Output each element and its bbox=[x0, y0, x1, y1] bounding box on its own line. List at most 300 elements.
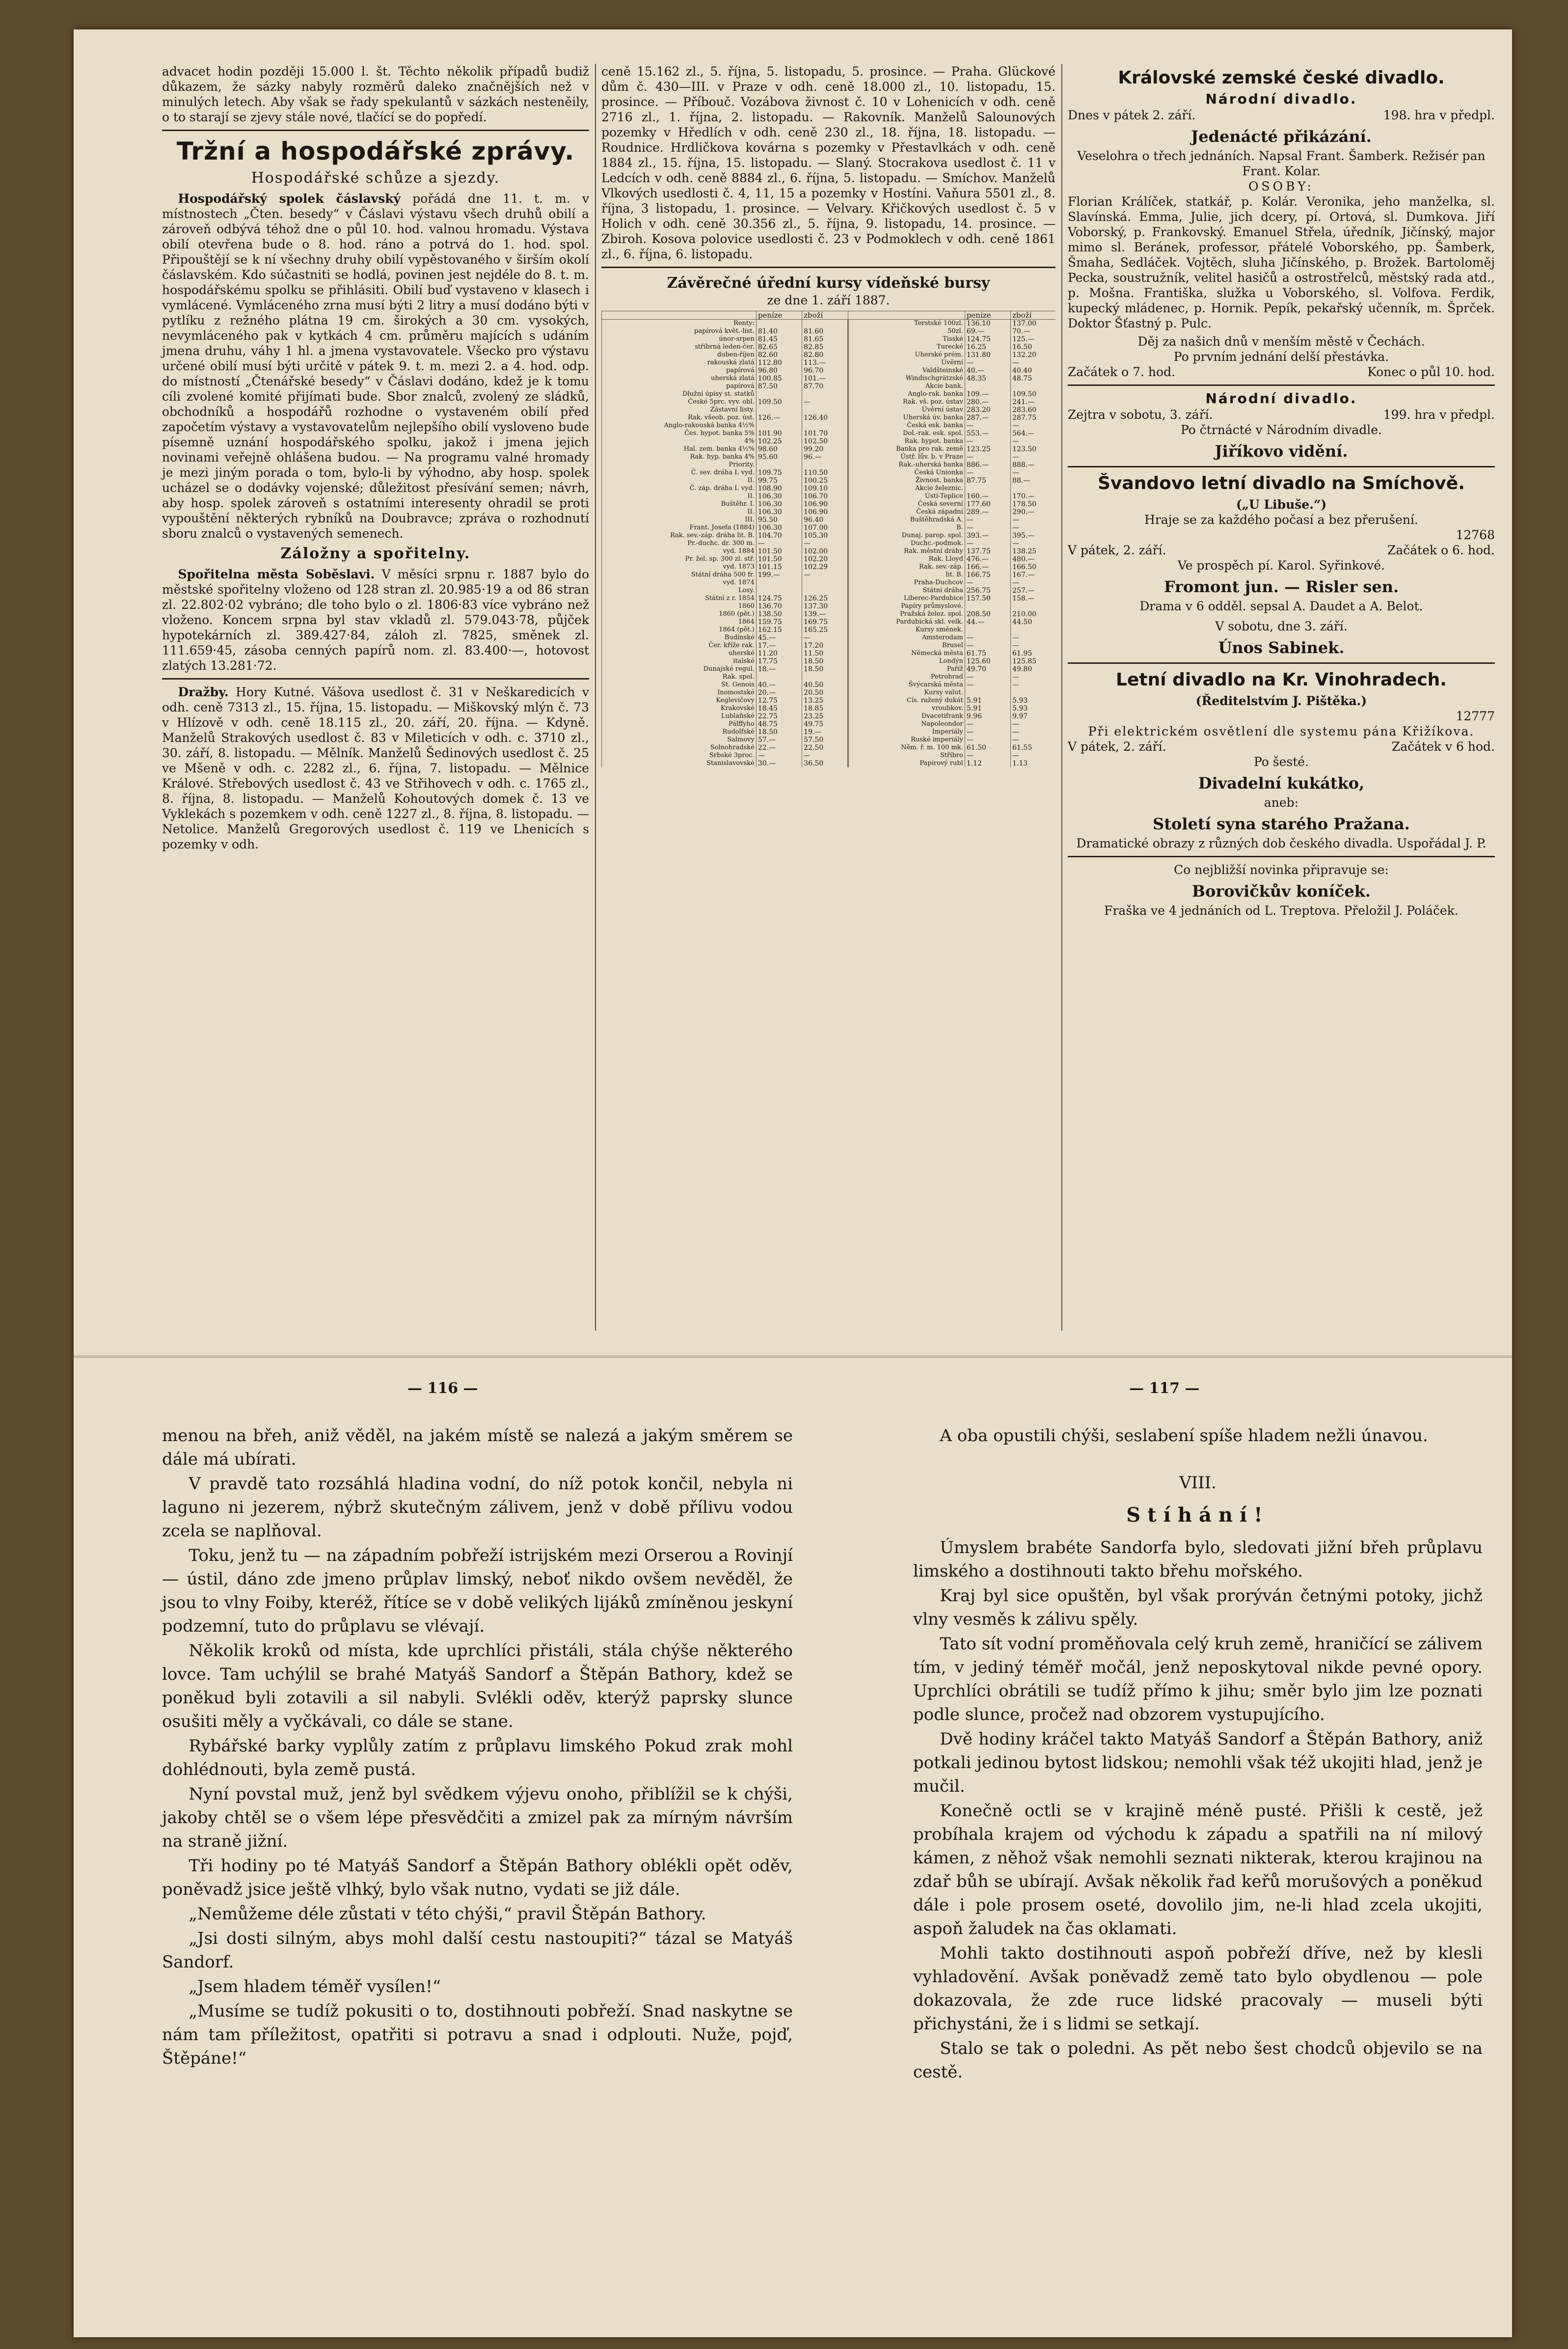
column-divider bbox=[595, 64, 596, 1331]
bourse-cell: 107.00 bbox=[802, 524, 848, 532]
bourse-cell: 57.50 bbox=[802, 736, 848, 744]
bourse-cell: 123.25 bbox=[965, 445, 1010, 453]
bourse-row bbox=[602, 524, 1056, 532]
bourse-cell: 208.50 bbox=[965, 610, 1010, 618]
bourse-cell bbox=[756, 390, 802, 398]
svandovo-note: Hraje se za každého počasí a bez přerušení. bbox=[1144, 513, 1418, 527]
bourse-cell: 106.30 bbox=[756, 508, 802, 516]
bourse-cell: — bbox=[965, 681, 1010, 689]
show2-date: Zejtra v sobotu, 3. září. bbox=[1068, 408, 1213, 422]
bourse-cell: Papíry průmyslové. bbox=[848, 602, 965, 610]
bourse-cell: 20.50 bbox=[802, 689, 848, 697]
bourse-cell: 256.75 bbox=[965, 587, 1010, 595]
bourse-cell: 106.90 bbox=[802, 500, 848, 508]
bourse-cell: 1864 bbox=[602, 618, 757, 626]
bourse-header-cell: peníze bbox=[756, 311, 802, 320]
chapter-number: VIII. bbox=[1179, 1473, 1217, 1493]
bourse-row bbox=[602, 359, 1056, 367]
bourse-cell: 69.— bbox=[965, 328, 1010, 335]
bourse-cell: Německá města bbox=[848, 650, 965, 657]
bourse-cell: 126.40 bbox=[802, 414, 848, 422]
bourse-cell: Keglevičovy bbox=[602, 697, 757, 705]
bourse-cell bbox=[965, 689, 1010, 697]
svandovo-header bbox=[1068, 543, 1495, 558]
bourse-cell: Dunajské regul. bbox=[602, 665, 757, 673]
bourse-cell: 564.— bbox=[1011, 430, 1055, 437]
bourse-cell: 287.75 bbox=[1011, 414, 1055, 422]
story-paragraph: Mohli takto dostihnouti aspoň pobřeží dříve, než by klesli vyhladovění. Avšak poněvadž země tato bylo obydlenou — pole dokazovala, že zde ruce lidské pracovaly — museli býti přichystáni, že i s lidmi se setkají. bbox=[913, 1943, 1483, 2034]
bourse-cell: Rak. sev.-záp. dráha lit. B. bbox=[602, 532, 757, 540]
vinohrady-light: Při elektrickém osvětlení dle systemu pána Křižíkova. bbox=[1088, 724, 1475, 738]
bourse-cell: Ústř. lův. b. v Praze bbox=[848, 453, 965, 461]
spolek-lead: Hospodářský spolek čáslavský bbox=[178, 191, 401, 206]
bourse-cell: 16.25 bbox=[965, 343, 1010, 351]
bourse-cell: Losy. bbox=[602, 587, 757, 595]
bourse-cell: — bbox=[1011, 752, 1055, 760]
show2-header bbox=[1068, 407, 1495, 422]
story-paragraph: Konečně octli se v krajině méně pusté. Přišli k cestě, jež probíhala krajem od východu k západu a spatřili na ní milový kámen, z něhož však nemohli seznati nikterak, kterou krajinou na zdař bůh se ubírají. Avšak několik řad keřů morušových a poněkud dále i pole prosem oseté, dovolilo jim, ne-li hlad zcela ukojiti, aspoň žaludek na čas oklamati. bbox=[913, 1801, 1483, 1939]
bourse-cell: 162.15 bbox=[756, 626, 802, 634]
bourse-cell: 49.80 bbox=[1011, 665, 1055, 673]
show1-begin: Začátek o 7. hod. bbox=[1068, 365, 1176, 379]
bourse-row bbox=[602, 461, 1056, 469]
bourse-cell: 50zl. bbox=[848, 328, 965, 335]
bourse-cell: 101.— bbox=[802, 375, 848, 382]
bourse-cell: — bbox=[802, 398, 848, 406]
bourse-row bbox=[602, 532, 1056, 540]
bourse-cell: 82.85 bbox=[802, 343, 848, 351]
bourse-cell: — bbox=[965, 422, 1010, 430]
bourse-cell: Anglo-rakouská banka 4½% bbox=[602, 422, 757, 430]
bourse-row bbox=[602, 642, 1056, 650]
bourse-cell: — bbox=[1011, 736, 1055, 744]
bourse-cell bbox=[1011, 485, 1055, 492]
bourse-cell: — bbox=[965, 728, 1010, 736]
bourse-row bbox=[602, 712, 1056, 720]
chapter-title: Stíhání! bbox=[1126, 1503, 1270, 1527]
story-paragraph: menou na břeh, aniž věděl, na jakém místě se nalezá a jakým směrem se dále má ubírati. bbox=[162, 1426, 793, 1469]
story-paragraph: „Musíme se tudíž pokusiti o to, dostihnouti pobřeží. Snad naskytne se nám tam příležitost, opatřiti si potravu a snad i odplouti. Nuže, pojď, Štěpáne!“ bbox=[162, 2001, 793, 2068]
bourse-cell: Čer. kříže rak. bbox=[602, 642, 757, 650]
bourse-cell: 9.96 bbox=[965, 712, 1010, 720]
bourse-cell: Rak. všeob. poz. úst. bbox=[602, 414, 757, 422]
newspaper-page bbox=[74, 29, 1512, 2337]
bourse-cell: italské bbox=[602, 657, 757, 665]
story-right-page bbox=[913, 1424, 1483, 2085]
bourse-cell: 177.60 bbox=[965, 500, 1010, 508]
column-left bbox=[162, 64, 589, 855]
bourse-cell: 1860 (pět.) bbox=[602, 610, 757, 618]
spolek-paragraph bbox=[162, 191, 589, 541]
novinka-desc: Fraška ve 4 jednáních od L. Treptova. Přeložil J. Poláček. bbox=[1104, 903, 1459, 918]
bourse-cell bbox=[802, 422, 848, 430]
bourse-cell: 132.20 bbox=[1011, 351, 1055, 359]
bourse-cell: 138.25 bbox=[1011, 547, 1055, 555]
bourse-cell: 126.— bbox=[756, 414, 802, 422]
bourse-cell: 81.45 bbox=[756, 335, 802, 343]
story-paragraph: „Jsem hladem téměř vysílen!“ bbox=[189, 1977, 441, 1996]
bourse-cell: 476.— bbox=[965, 555, 1010, 563]
bourse-cell: — bbox=[1011, 359, 1055, 367]
bourse-cell: Státní dráha 500 fr. bbox=[602, 571, 757, 579]
bourse-cell: Stříbro bbox=[848, 752, 965, 760]
bourse-cell: Rak. sev.-záp. bbox=[848, 563, 965, 571]
bourse-cell: 160.— bbox=[965, 492, 1010, 500]
bourse-cell: 5.91 bbox=[965, 697, 1010, 705]
bourse-cell: 40.— bbox=[756, 681, 802, 689]
show1-place: Děj za našich dnů v menším městě v Čechách. bbox=[1137, 334, 1425, 349]
bourse-row bbox=[602, 492, 1056, 500]
bourse-row bbox=[602, 540, 1056, 547]
bourse-cell: vyd. 1873 bbox=[602, 563, 757, 571]
bourse-row bbox=[602, 351, 1056, 359]
bourse-cell: — bbox=[965, 579, 1010, 587]
bourse-cell: Dlužní úpisy st. statků bbox=[602, 390, 757, 398]
bourse-cell: 257.— bbox=[1011, 587, 1055, 595]
bourse-cell: 393.— bbox=[965, 532, 1010, 540]
bourse-row bbox=[602, 650, 1056, 657]
intro-paragraph: advacet hodin později 15.000 l. št. Těchto několik případů budiž důkazem, že sázky nabyly rozměrů daleko značnějších než v minulých letech. Aby však se řady spekulantů v sázkách nesteněily, o to starají se zjevy stále nové, tlačící se do popředí. bbox=[162, 64, 589, 124]
bourse-cell: 125.60 bbox=[965, 657, 1010, 665]
bourse-cell: 22.— bbox=[756, 744, 802, 752]
column-right bbox=[1068, 64, 1495, 918]
bourse-cell: 158.— bbox=[1011, 595, 1055, 602]
bourse-cell: Uherská úv. banka bbox=[848, 414, 965, 422]
bourse-cell: papírová bbox=[602, 367, 757, 375]
bourse-cell: 104.70 bbox=[756, 532, 802, 540]
bourse-cell: Priority. bbox=[602, 461, 757, 469]
bourse-row bbox=[602, 673, 1056, 681]
drazby-continued: ceně 15.162 zl., 5. října, 5. listopadu, 5. prosince. — Praha. Glückové dům č. 430—III. v Praze v odh. ceně 18.000 zl., 10. listopadu, 15. prosince. — Příbouč. Vozábova živnost č. 10 v Lohenicích v odh. ceně 2716 zl., 1. října, 2. listopadu. — Rakovník. Manželů Salounových pozemky v Hředlích v odh. ceně 230 zl., 18. října, 18. listopadu. — Roudnice. Hrdličkova kovárna s pozemky v Přestavlkách v odh. ceně 1884 zl., 15. října, 15. listopadu. — Slaný. Stocrakova usedlost č. 11 v Ledcích v odh. ceně 8884 zl., 6. října, 5. listopadu. — Smíchov. Manželů Vlkových usedlosti č. 4, 11, 15 a pozemky v Hostíni. Vaňura 5501 zl., 8. října, 3 listopadu, 1. prosince. — Velvary. Křičkových usedlost č. 5 v Holich v odh. ceně 30.356 zl., 5. října, 9. listopadu, 14. prosince. — Zbiroh. Kosova polovice usedlosti č. 23 v Podmoklech v odh. ceně 1861 zl., 6. října, 6. listopadu. bbox=[601, 64, 1055, 261]
section-rule bbox=[1068, 384, 1495, 386]
sporitelna-text: V měsíci srpnu r. 1887 bylo do městské spořitelny vloženo od 128 stran zl. 20.985·19 a od 86 stran zl. 22.802·02 vybráno; dle toho bylo o zl. 1806·83 více vybráno než vloženo. Koncem srpna byl stav vkladů zl. 579.043·78, půjček hypotekárních zl. 389.427·84, záloh zl. 7825, směnek zl. 111.659·45, zásoba cenných papírů nom. zl. 83.400·—, hotovost zlatých 13.281·72. bbox=[162, 567, 590, 673]
vinohrady-play2: Století syna starého Pražana. bbox=[1153, 815, 1410, 833]
bourse-row bbox=[602, 320, 1056, 328]
bourse-cell: 112.80 bbox=[756, 359, 802, 367]
bourse-cell: Amsterodam bbox=[848, 634, 965, 642]
bourse-cell: papírová květ.-list. bbox=[602, 328, 757, 335]
sporitelna-paragraph bbox=[162, 567, 589, 673]
bourse-cell: 57.— bbox=[756, 736, 802, 744]
bourse-cell: 170.— bbox=[1011, 492, 1055, 500]
vinohrady-title: Letní divadlo na Kr. Vinohradech. bbox=[1116, 670, 1447, 690]
bourse-cell: Valdšteinské bbox=[848, 367, 965, 375]
page-number-right: — 117 — bbox=[1129, 1380, 1200, 1397]
bourse-cell: — bbox=[1011, 437, 1055, 445]
story-paragraph: „Nemůžeme déle zůstati v této chýši,“ pravil Štěpán Bathory. bbox=[189, 1904, 706, 1924]
drazby-text: Hory Kutné. Vášova usedlost č. 31 v Neškaredicích v odh. ceně 7313 zl., 15. října, 15. listopadu. — Miškovský mlýn č. 73 v Hlízově v odh. ceně 18.115 zl., 20. září, 20. října. — Kdyně. Manželů Strakových usedlost č. 83 v Mileticích v odh. c. 3710 zl., 30. září, 8. listopadu. — Mělník. Manželů Šedinových usedlost č. 25 ve Mšeně v odh. c. 2282 zl., 6. října, 7. listopadu. — Mělnice Králové. Střebových usedlost č. 43 ve Střihovech v odh. c. 1765 zl., 8. října, 8. listopadu. — Manželů Kohoutových domek č. 13 ve Vyklekách s pozemkem v odh. ceně 1227 zl., 8. října, 8. listopadu. — Netolice. Manželů Gregorových usedlost č. 119 ve Lhenicích s pozemky v odh. bbox=[162, 685, 589, 851]
bourse-cell: 287.— bbox=[965, 414, 1010, 422]
bourse-header-cell bbox=[848, 311, 965, 320]
bourse-cell: 96.40 bbox=[802, 516, 848, 524]
narodni-heading: Národní divadlo. bbox=[1205, 91, 1357, 107]
bourse-row bbox=[602, 618, 1056, 626]
bourse-cell: — bbox=[1011, 540, 1055, 547]
show1-header bbox=[1068, 108, 1495, 123]
svandovo-sub: („U Libuše.“) bbox=[1236, 497, 1327, 512]
bourse-cell: 45.— bbox=[756, 634, 802, 642]
bourse-cell: 70.— bbox=[1011, 328, 1055, 335]
story-left-page bbox=[162, 1424, 793, 2071]
bourse-cell: — bbox=[802, 752, 848, 760]
bourse-cell: Pr. žel. sp. 300 zl. stř. bbox=[602, 555, 757, 563]
bourse-cell: Stanislavovské bbox=[602, 760, 757, 767]
bourse-cell: 22.50 bbox=[802, 744, 848, 752]
bourse-cell: Budínské bbox=[602, 634, 757, 642]
bourse-cell: lit. B. bbox=[848, 571, 965, 579]
bourse-row bbox=[602, 571, 1056, 579]
bourse-cell bbox=[756, 406, 802, 414]
bourse-cell: Švýcarská města bbox=[848, 681, 965, 689]
svandovo-date: V pátek, 2. září. bbox=[1068, 543, 1166, 557]
story-paragraph: „Jsi dosti silným, abys mohl další cestu nastoupiti?“ tázal se Matyáš Sandorf. bbox=[162, 1929, 793, 1972]
bourse-cell: 553.— bbox=[965, 430, 1010, 437]
bourse-row bbox=[602, 736, 1056, 744]
bourse-cell: 109.10 bbox=[802, 485, 848, 492]
bourse-cell: — bbox=[756, 752, 802, 760]
bourse-cell: Č. záp. dráha I. vyd. bbox=[602, 485, 757, 492]
bourse-row bbox=[602, 720, 1056, 728]
bourse-cell: 82.80 bbox=[802, 351, 848, 359]
show2-number: 199. hra v předpl. bbox=[1383, 408, 1495, 422]
bourse-cell: Akcie železnic. bbox=[848, 485, 965, 492]
bourse-cell: 16.50 bbox=[1011, 343, 1055, 351]
bourse-cell bbox=[1011, 382, 1055, 390]
bourse-cell: vroubkov. bbox=[848, 705, 965, 712]
bourse-cell: — bbox=[1011, 642, 1055, 650]
bourse-cell: Paříž bbox=[848, 665, 965, 673]
bourse-cell: 48.75 bbox=[756, 720, 802, 728]
bourse-cell: 109.50 bbox=[1011, 390, 1055, 398]
sporitelna-lead: Spořitelna města Soběslavi. bbox=[178, 567, 375, 581]
bourse-cell: — bbox=[1011, 516, 1055, 524]
bourse-cell: 61.55 bbox=[1011, 744, 1055, 752]
bourse-cell bbox=[756, 579, 802, 587]
bourse-row bbox=[602, 555, 1056, 563]
bourse-cell: 17.— bbox=[756, 642, 802, 650]
bourse-cell: uherské bbox=[602, 650, 757, 657]
bourse-cell: 1.13 bbox=[1011, 760, 1055, 767]
section-rule bbox=[162, 130, 589, 131]
vinohrady-date: V pátek, 2. září. bbox=[1068, 739, 1166, 754]
bourse-cell: 480.— bbox=[1011, 555, 1055, 563]
story-paragraph: Tato sít vodní proměňovala celý kruh země, hraničící se zálivem tím, v jediný téměř močál, jenž neposkytoval nikde pevné opory. Uprchlíci obrátili se tudíž přímo k jihu; směr bylo jim lze poznati podle slunce, pročež nad obzorem vystupujícího. bbox=[913, 1634, 1483, 1724]
bourse-cell: 20.— bbox=[756, 689, 802, 697]
bourse-cell: 109.— bbox=[965, 390, 1010, 398]
bourse-cell bbox=[756, 320, 802, 328]
bourse-cell bbox=[802, 406, 848, 414]
bourse-cell: — bbox=[1011, 453, 1055, 461]
bourse-cell: 165.25 bbox=[802, 626, 848, 634]
story-paragraph: Nyní povstal muž, jenž byl svědkem výjevu onoho, přiblížil se k chýši, jakoby chtěl se o všem lépe přesvědčiti a zmizel pak za mírným návrším na straně jižní. bbox=[162, 1784, 793, 1851]
bourse-cell: 40.— bbox=[965, 367, 1010, 375]
story-paragraph: Několik kroků od místa, kde uprchlíci přistáli, stála chýše některého lovce. Tam uchýlil se brahé Matyáš Sandorf a Štěpán Bathory, kdež se poněkud byli zotavili a sil nabyli. Svlékli oděv, kterýž paprsky slunce osušiti měly a vyčkávali, co dále se stane. bbox=[162, 1641, 793, 1731]
show1-times bbox=[1068, 364, 1495, 380]
bourse-cell: II. bbox=[602, 508, 757, 516]
bourse-row bbox=[602, 610, 1056, 618]
page-fold bbox=[74, 1355, 1512, 1358]
bourse-row bbox=[602, 477, 1056, 485]
svandovo-title: Švandovo letní divadlo na Smíchově. bbox=[1098, 473, 1465, 493]
bourse-cell: Salmovy bbox=[602, 736, 757, 744]
bourse-cell: únor-srpen bbox=[602, 335, 757, 343]
bourse-cell: 17.75 bbox=[756, 657, 802, 665]
bourse-cell: Zástavní listy. bbox=[602, 406, 757, 414]
vinohrady-play: Divadelní kukátko, bbox=[1198, 774, 1365, 792]
story-paragraph: Úmyslem brabéte Sandorfa bylo, sledovati jižní břeh průplavu limského a dostihnouti takto břehu mořského. bbox=[913, 1538, 1483, 1581]
bourse-cell: 101.70 bbox=[802, 430, 848, 437]
bourse-cell: Něm. ř. m. 100 mk. bbox=[848, 744, 965, 752]
bourse-cell: 12.75 bbox=[756, 697, 802, 705]
bourse-row bbox=[602, 626, 1056, 634]
bourse-row bbox=[602, 335, 1056, 343]
bourse-cell: — bbox=[965, 469, 1010, 477]
bourse-cell: St. Genois bbox=[602, 681, 757, 689]
bourse-cell: Státní dráha bbox=[848, 587, 965, 595]
bourse-cell: 123.50 bbox=[1011, 445, 1055, 453]
bourse-cell bbox=[802, 461, 848, 469]
svandovo-begin: Začátek o 6. hod. bbox=[1387, 543, 1495, 557]
bourse-cell: České 5prc. vyv. obl. bbox=[602, 398, 757, 406]
svandovo-date2: V sobotu, dne 3. září. bbox=[1215, 619, 1348, 633]
bourse-cell: — bbox=[756, 540, 802, 547]
bourse-cell: II. bbox=[602, 477, 757, 485]
bourse-cell: 18.50 bbox=[756, 728, 802, 736]
bourse-cell: 100.25 bbox=[802, 477, 848, 485]
bourse-cell: — bbox=[965, 673, 1010, 681]
bourse-row bbox=[602, 705, 1056, 712]
bourse-cell: 5.93 bbox=[1011, 697, 1055, 705]
bourse-cell: 17.20 bbox=[802, 642, 848, 650]
bourse-cell: 290.— bbox=[1011, 508, 1055, 516]
bourse-cell: 1.12 bbox=[965, 760, 1010, 767]
show1-desc: Veselohra o třech jednáních. Napsal Frant. Šamberk. Režisér pan Frant. Kolar. bbox=[1077, 149, 1486, 178]
show2-desc: Po čtrnácté v Národním divadle. bbox=[1181, 423, 1382, 437]
bourse-cell: Napoleondor bbox=[848, 720, 965, 728]
story-paragraph: Rybářské barky vyplůly zatím z průplavu limského Pokud zrak mohl dohlédnouti, byla země pustá. bbox=[162, 1736, 793, 1779]
bourse-cell: — bbox=[802, 540, 848, 547]
show2-title: Jiříkovo vidění. bbox=[1215, 442, 1348, 461]
bourse-cell: 36.50 bbox=[802, 760, 848, 767]
bourse-cell bbox=[1011, 602, 1055, 610]
bourse-cell: 49.75 bbox=[802, 720, 848, 728]
bourse-cell bbox=[756, 461, 802, 469]
bourse-cell: — bbox=[965, 752, 1010, 760]
bourse-row bbox=[602, 453, 1056, 461]
bourse-cell: 886.— bbox=[965, 461, 1010, 469]
bourse-cell: 125.85 bbox=[1011, 657, 1055, 665]
bourse-cell: 210.00 bbox=[1011, 610, 1055, 618]
story-intro: A oba opustili chýši, seslabení spíše hladem nežli únavou. bbox=[940, 1426, 1428, 1446]
bourse-row bbox=[602, 375, 1056, 382]
svandovo-play: Fromont jun. — Risler sen. bbox=[1163, 577, 1399, 596]
bourse-cell: 289.— bbox=[965, 508, 1010, 516]
bourse-cell: Akcie bank. bbox=[848, 382, 965, 390]
bourse-cell: 106.30 bbox=[756, 524, 802, 532]
bourse-cell: 283.60 bbox=[1011, 406, 1055, 414]
bourse-cell: 106.30 bbox=[756, 500, 802, 508]
bourse-cell: 137.00 bbox=[1011, 320, 1055, 328]
bourse-row bbox=[602, 579, 1056, 587]
bourse-row bbox=[602, 328, 1056, 335]
bourse-cell bbox=[756, 587, 802, 595]
bourse-cell: Dvacetifrank bbox=[848, 712, 965, 720]
bourse-cell: 5.91 bbox=[965, 705, 1010, 712]
section-rule bbox=[1068, 662, 1495, 664]
bourse-cell: 178.50 bbox=[1011, 500, 1055, 508]
bourse-cell: 88.— bbox=[1011, 477, 1055, 485]
bourse-cell: 106.70 bbox=[802, 492, 848, 500]
bourse-row bbox=[602, 445, 1056, 453]
drazby-lead: Dražby. bbox=[178, 685, 229, 699]
theatre-main-title: Královské zemské české divadlo. bbox=[1118, 68, 1445, 88]
bourse-row bbox=[602, 634, 1056, 642]
bourse-cell bbox=[802, 587, 848, 595]
bourse-cell: Česká Unionka bbox=[848, 469, 965, 477]
bourse-cell bbox=[1011, 689, 1055, 697]
bourse-cell: Ruské imperiály bbox=[848, 736, 965, 744]
bourse-cell: Čes. hypot. banka 5% bbox=[602, 430, 757, 437]
bourse-row bbox=[602, 752, 1056, 760]
bourse-cell: 241.— bbox=[1011, 398, 1055, 406]
bourse-cell: — bbox=[965, 736, 1010, 744]
bourse-cell: 101.50 bbox=[756, 555, 802, 563]
bourse-cell: — bbox=[965, 642, 1010, 650]
bourse-cell: — bbox=[965, 540, 1010, 547]
story-paragraph: Kraj byl sice opuštěn, byl však prorýván četnými potoky, jichž vlny vesměs k zálivu spěly. bbox=[913, 1586, 1483, 1629]
bourse-cell: Kursy směnek. bbox=[848, 626, 965, 634]
bourse-cell: 13.25 bbox=[802, 697, 848, 705]
bourse-cell: — bbox=[1011, 422, 1055, 430]
bourse-cell: Živnost. banka bbox=[848, 477, 965, 485]
bourse-cell: 81.40 bbox=[756, 328, 802, 335]
bourse-cell: 82.65 bbox=[756, 343, 802, 351]
bourse-cell bbox=[965, 485, 1010, 492]
bourse-row bbox=[602, 587, 1056, 595]
bourse-cell bbox=[756, 422, 802, 430]
bourse-cell: uherská zlatá bbox=[602, 375, 757, 382]
bourse-row bbox=[602, 406, 1056, 414]
svandovo-benefit: Ve prospěch pí. Karol. Syřinkové. bbox=[1178, 558, 1385, 573]
bourse-cell: 280.— bbox=[965, 398, 1010, 406]
story-paragraph: Toku, jenž tu — na západním pobřeží istrijském mezi Orserou a Rovinjí — ústil, dáno zde jmeno průplav limský, neboť nikdo ovšem nevěděl, že jsou to vlny Foiby, kteréž, řítíce se v době velikých lijáků zmíněnou jeskyní podzemní, tuto do průplavu se vlévají. bbox=[162, 1546, 793, 1636]
vinohrady-desc: Dramatické obrazy z různých dob českého divadla. Uspořádal J. P. bbox=[1076, 836, 1487, 850]
novinka-title: Borovičkův koníček. bbox=[1191, 882, 1371, 901]
bourse-cell: 102.29 bbox=[802, 563, 848, 571]
bourse-cell: papírová bbox=[602, 382, 757, 390]
bourse-cell: 109.75 bbox=[756, 469, 802, 477]
bourse-cell: 98.60 bbox=[756, 445, 802, 453]
bourse-cell: 110.50 bbox=[802, 469, 848, 477]
bourse-cell: 102.00 bbox=[802, 547, 848, 555]
bourse-cell: 44.— bbox=[965, 618, 1010, 626]
bourse-cell: — bbox=[965, 437, 1010, 445]
bourse-cell: II. bbox=[602, 492, 757, 500]
bourse-cell: Česká esk. banka bbox=[848, 422, 965, 430]
bourse-cell: — bbox=[1011, 579, 1055, 587]
bourse-cell: 61.50 bbox=[965, 744, 1010, 752]
bourse-cell: — bbox=[1011, 524, 1055, 532]
bourse-cell: 106.90 bbox=[802, 508, 848, 516]
bourse-row bbox=[602, 547, 1056, 555]
vinohrady-number: 12777 bbox=[1456, 709, 1495, 723]
vinohrady-sub: (Ředitelstvím J. Pištěka.) bbox=[1195, 694, 1367, 708]
bourse-header-cell: zboží bbox=[1011, 311, 1055, 320]
bourse-cell: 18.— bbox=[756, 665, 802, 673]
section-rule bbox=[601, 267, 1055, 268]
bourse-row bbox=[602, 657, 1056, 665]
bourse-row bbox=[602, 500, 1056, 508]
